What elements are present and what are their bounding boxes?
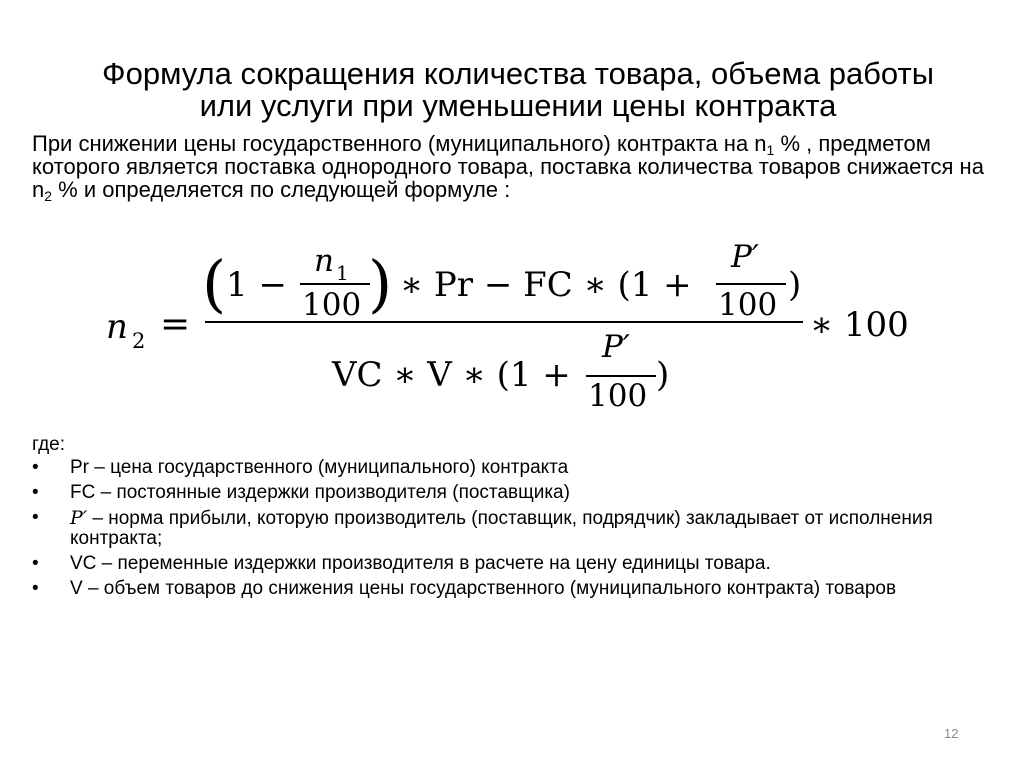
bullet: • bbox=[32, 553, 39, 574]
formula-one-minus: 1 − bbox=[226, 265, 287, 305]
formula-denominator-close-paren: ) bbox=[656, 355, 670, 395]
intro-subscript-1: 1 bbox=[766, 142, 775, 158]
definition-text: VC – переменные издержки производителя в расчете на цену единицы товара. bbox=[70, 553, 771, 574]
formula-frac2-denominator: 100 bbox=[718, 287, 778, 323]
formula-denominator: VC ∗ V ∗ (1 + bbox=[332, 355, 571, 395]
intro-paragraph bbox=[32, 131, 992, 204]
intro-part-3: % и определяется по следующей формуле : bbox=[52, 177, 511, 202]
formula-frac1-denominator: 100 bbox=[302, 287, 362, 323]
formula-frac1-numerator: n bbox=[314, 243, 334, 279]
intro-part-2: % , предметом которого является поставка однородного товара, поставка количества товаров снижается на n bbox=[32, 131, 984, 202]
bullet: • bbox=[32, 578, 39, 599]
definition-p-prime bbox=[32, 508, 992, 549]
formula-middle: ∗ Pr − FC ∗ (1 + bbox=[400, 265, 692, 305]
where-label: где: bbox=[32, 434, 66, 455]
title-line-1: Формула сокращения количества товара, объема работы bbox=[102, 56, 934, 91]
formula-lhs-subscript: 2 bbox=[132, 329, 146, 353]
bullet: • bbox=[32, 482, 39, 503]
definition-text: FC – постоянные издержки производителя (поставщика) bbox=[70, 482, 570, 503]
definition-text: – норма прибыли, которую производитель (поставщик, подрядчик) закладывает от исполнения контракта; bbox=[70, 508, 933, 549]
formula-frac1-numerator-subscript: 1 bbox=[336, 261, 349, 285]
formula-frac3-denominator: 100 bbox=[588, 378, 648, 414]
formula-frac3-numerator: P′ bbox=[602, 329, 630, 365]
title-line-2: или услуги при уменьшении цены контракта bbox=[199, 88, 837, 123]
definition-fc bbox=[32, 483, 992, 503]
formula-times-100: ∗ 100 bbox=[810, 305, 909, 345]
formula-end-paren: ) bbox=[788, 265, 802, 305]
formula-lhs: n bbox=[106, 307, 128, 347]
bullet: • bbox=[32, 457, 39, 478]
definitions-list bbox=[32, 458, 992, 604]
definition-pr bbox=[32, 458, 992, 478]
definition-text: V – объем товаров до снижения цены государственного (муниципального контракта) товаров bbox=[70, 578, 897, 599]
bullet: • bbox=[32, 507, 39, 528]
definition-v bbox=[32, 579, 992, 599]
formula-open-paren: ( bbox=[202, 247, 227, 320]
definition-vc bbox=[32, 554, 992, 574]
formula-close-paren: ) bbox=[368, 247, 393, 320]
intro-subscript-2: 2 bbox=[44, 188, 53, 204]
formula-frac2-numerator: P′ bbox=[731, 239, 759, 275]
definition-symbol: P′ bbox=[70, 507, 88, 529]
slide-title bbox=[20, 58, 1016, 122]
intro-part-1: При снижении цены государственного (муниципального) контракта на n bbox=[32, 131, 767, 156]
formula-equals: = bbox=[160, 304, 191, 345]
definition-text: Pr – цена государственного (муниципального) контракта bbox=[70, 457, 569, 478]
page-number: 12 bbox=[944, 726, 959, 741]
